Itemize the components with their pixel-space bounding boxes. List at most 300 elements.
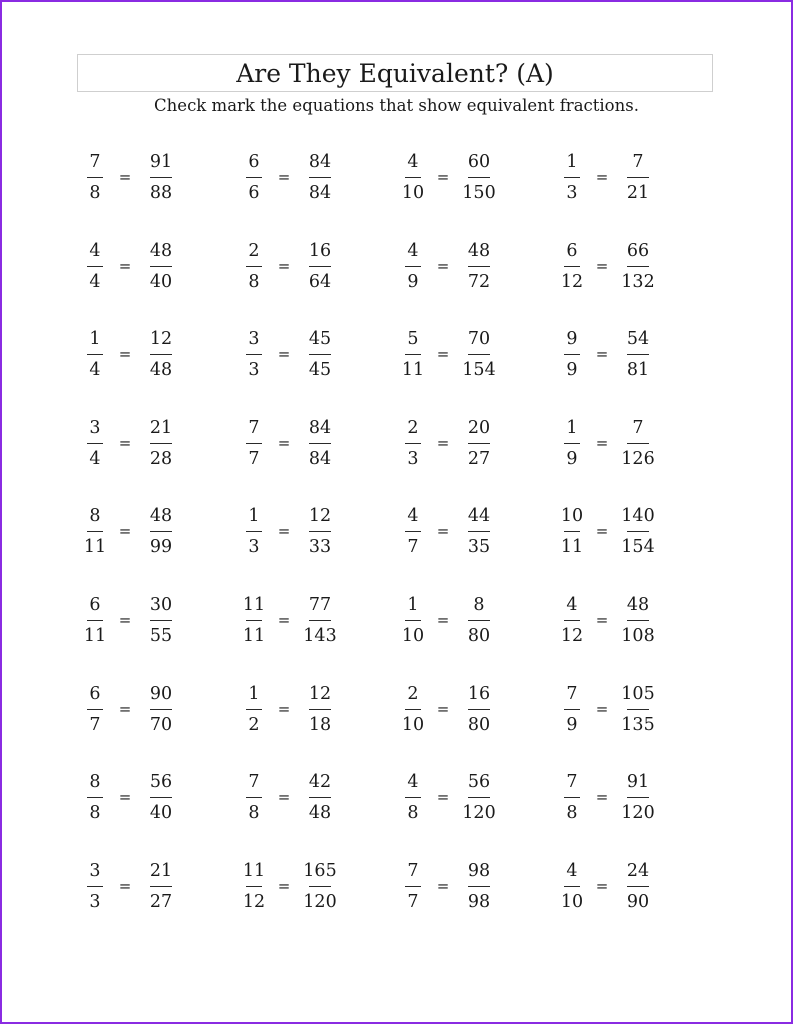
right-denominator: 40	[149, 271, 173, 292]
fraction-bar	[627, 797, 649, 798]
left-numerator: 8	[89, 506, 101, 527]
right-numerator: 77	[308, 595, 332, 615]
right-fraction	[617, 416, 659, 471]
equation-problem[interactable]	[239, 593, 389, 649]
fraction-bar	[405, 620, 421, 621]
fraction-bar	[246, 797, 262, 798]
right-denominator: 154	[462, 360, 496, 381]
right-denominator: 98	[467, 891, 491, 912]
fraction-bar	[564, 266, 580, 267]
left-numerator: 7	[566, 683, 578, 704]
equals-sign: =	[118, 788, 132, 807]
right-fraction	[299, 859, 341, 914]
fraction-bar	[150, 266, 172, 267]
fraction-bar	[627, 531, 649, 532]
equation-problem[interactable]	[239, 859, 389, 915]
fraction-bar	[309, 797, 331, 798]
right-numerator: 54	[626, 329, 650, 350]
equation-problem[interactable]	[557, 327, 707, 383]
equation-problem[interactable]	[80, 150, 230, 206]
right-denominator: 90	[626, 891, 650, 912]
right-numerator: 21	[149, 417, 173, 438]
fraction-bar	[405, 709, 421, 710]
right-fraction	[458, 682, 500, 737]
equals-sign: =	[595, 168, 609, 186]
fraction-bar	[405, 531, 421, 532]
equation-problem[interactable]	[557, 416, 707, 472]
left-numerator: 11	[242, 860, 266, 881]
right-denominator: 108	[621, 626, 655, 646]
equation-problem[interactable]	[398, 593, 548, 649]
equation-problem[interactable]	[239, 770, 389, 826]
left-fraction	[80, 504, 110, 559]
right-numerator: 12	[308, 683, 332, 704]
equation-problem[interactable]	[239, 327, 389, 383]
equation-problem[interactable]	[80, 327, 230, 383]
equals-sign: =	[436, 699, 450, 718]
right-denominator: 81	[626, 360, 650, 381]
left-numerator: 6	[89, 683, 101, 704]
fraction-bar	[309, 443, 331, 444]
right-numerator: 20	[467, 417, 491, 438]
equation-problem[interactable]	[80, 859, 230, 915]
equals-sign: =	[118, 168, 132, 186]
equation-problem[interactable]	[239, 682, 389, 738]
left-denominator: 10	[401, 183, 425, 203]
fraction-bar	[150, 797, 172, 798]
equals-sign: =	[436, 876, 450, 895]
fraction-bar	[627, 620, 649, 621]
equals-sign: =	[436, 168, 450, 186]
left-numerator: 6	[89, 595, 101, 615]
right-denominator: 150	[462, 183, 496, 203]
right-numerator: 91	[149, 152, 173, 172]
left-denominator: 9	[407, 271, 419, 292]
left-numerator: 8	[89, 772, 101, 793]
equals-sign: =	[436, 522, 450, 541]
equation-problem[interactable]	[239, 150, 389, 206]
left-denominator: 7	[407, 891, 419, 912]
left-denominator: 4	[89, 360, 101, 381]
right-numerator: 44	[467, 506, 491, 527]
equation-problem[interactable]	[80, 504, 230, 560]
equation-problem[interactable]	[557, 593, 707, 649]
left-fraction	[80, 239, 110, 294]
equation-problem[interactable]	[557, 239, 707, 295]
right-fraction	[617, 327, 659, 382]
left-numerator: 2	[248, 240, 260, 261]
left-numerator: 1	[248, 506, 260, 527]
equals-sign: =	[277, 345, 291, 364]
right-numerator: 42	[308, 772, 332, 793]
right-fraction	[299, 682, 341, 737]
right-fraction	[458, 416, 500, 471]
instructions: Check mark the equations that show equivalent fractions.	[154, 96, 639, 115]
left-fraction	[557, 239, 587, 294]
right-denominator: 55	[149, 626, 173, 646]
fraction-bar	[564, 620, 580, 621]
equation-problem[interactable]	[80, 682, 230, 738]
right-numerator: 45	[308, 329, 332, 350]
left-denominator: 8	[89, 803, 101, 824]
left-denominator: 9	[566, 360, 578, 381]
left-denominator: 10	[401, 714, 425, 735]
right-numerator: 56	[149, 772, 173, 793]
right-fraction	[617, 682, 659, 737]
fraction-bar	[405, 886, 421, 887]
left-fraction	[557, 416, 587, 471]
right-numerator: 84	[308, 417, 332, 438]
equals-sign: =	[277, 168, 291, 186]
fraction-bar	[246, 620, 262, 621]
right-fraction	[458, 327, 500, 382]
left-numerator: 9	[566, 329, 578, 350]
equals-sign: =	[118, 256, 132, 275]
equation-problem[interactable]	[398, 416, 548, 472]
right-fraction	[140, 770, 182, 825]
right-fraction	[299, 416, 341, 471]
left-numerator: 4	[566, 860, 578, 881]
fraction-bar	[150, 354, 172, 355]
left-numerator: 7	[89, 152, 101, 172]
left-denominator: 3	[248, 537, 260, 558]
right-numerator: 7	[632, 152, 644, 172]
fraction-bar	[405, 177, 421, 178]
right-fraction	[299, 770, 341, 825]
left-fraction	[80, 327, 110, 382]
equation-problem[interactable]	[398, 770, 548, 826]
right-numerator: 12	[308, 506, 332, 527]
right-denominator: 64	[308, 271, 332, 292]
fraction-bar	[627, 886, 649, 887]
right-fraction	[140, 504, 182, 559]
right-denominator: 33	[308, 537, 332, 558]
fraction-bar	[405, 354, 421, 355]
equals-sign: =	[436, 611, 450, 629]
left-denominator: 3	[407, 448, 419, 469]
equals-sign: =	[277, 522, 291, 541]
equals-sign: =	[118, 611, 132, 629]
left-fraction	[557, 859, 587, 914]
equation-problem[interactable]	[239, 504, 389, 560]
left-fraction	[398, 327, 428, 382]
left-fraction	[398, 859, 428, 914]
left-fraction	[239, 416, 269, 471]
left-numerator: 1	[566, 417, 578, 438]
left-fraction	[239, 682, 269, 737]
left-fraction	[398, 770, 428, 825]
fraction-bar	[309, 709, 331, 710]
equals-sign: =	[277, 788, 291, 807]
equation-problem[interactable]	[557, 150, 707, 206]
left-numerator: 1	[407, 595, 419, 615]
right-denominator: 80	[467, 714, 491, 735]
right-fraction	[617, 150, 659, 205]
left-fraction	[398, 504, 428, 559]
left-numerator: 2	[407, 683, 419, 704]
equals-sign: =	[595, 611, 609, 629]
left-fraction	[80, 682, 110, 737]
fraction-bar	[150, 620, 172, 621]
right-numerator: 90	[149, 683, 173, 704]
left-denominator: 11	[83, 537, 107, 558]
right-numerator: 66	[626, 240, 650, 261]
fraction-bar	[405, 266, 421, 267]
right-denominator: 72	[467, 271, 491, 292]
left-denominator: 7	[248, 448, 260, 469]
fraction-bar	[246, 886, 262, 887]
right-fraction	[617, 770, 659, 825]
right-denominator: 143	[303, 626, 337, 646]
fraction-bar	[150, 443, 172, 444]
left-denominator: 4	[89, 448, 101, 469]
left-numerator: 7	[407, 860, 419, 881]
right-denominator: 99	[149, 537, 173, 558]
fraction-bar	[87, 620, 103, 621]
left-numerator: 4	[407, 240, 419, 261]
left-fraction	[398, 682, 428, 737]
right-numerator: 7	[632, 417, 644, 438]
right-fraction	[458, 504, 500, 559]
right-fraction	[458, 239, 500, 294]
fraction-bar	[87, 266, 103, 267]
right-denominator: 120	[462, 803, 496, 824]
left-denominator: 11	[83, 626, 107, 646]
left-numerator: 3	[89, 417, 101, 438]
right-numerator: 70	[467, 329, 491, 350]
left-fraction	[398, 239, 428, 294]
left-denominator: 8	[407, 803, 419, 824]
equation-problem[interactable]	[557, 504, 707, 560]
right-fraction	[299, 150, 341, 205]
right-fraction	[299, 327, 341, 382]
fraction-bar	[150, 177, 172, 178]
right-numerator: 91	[626, 772, 650, 793]
left-numerator: 10	[560, 506, 584, 527]
equation-problem[interactable]	[557, 770, 707, 826]
left-fraction	[80, 770, 110, 825]
fraction-bar	[309, 266, 331, 267]
left-numerator: 4	[407, 152, 419, 172]
right-numerator: 48	[149, 506, 173, 527]
left-denominator: 8	[89, 183, 101, 203]
equals-sign: =	[436, 256, 450, 275]
right-denominator: 35	[467, 537, 491, 558]
equals-sign: =	[118, 433, 132, 452]
right-fraction	[140, 859, 182, 914]
right-fraction	[617, 859, 659, 914]
right-denominator: 80	[467, 626, 491, 646]
left-numerator: 3	[89, 860, 101, 881]
right-fraction	[617, 593, 659, 648]
left-numerator: 1	[89, 329, 101, 350]
fraction-bar	[627, 266, 649, 267]
right-fraction	[140, 239, 182, 294]
right-numerator: 21	[149, 860, 173, 881]
right-fraction	[458, 770, 500, 825]
fraction-bar	[309, 531, 331, 532]
right-numerator: 16	[467, 683, 491, 704]
fraction-bar	[246, 177, 262, 178]
equals-sign: =	[595, 699, 609, 718]
right-fraction	[458, 859, 500, 914]
fraction-bar	[309, 620, 331, 621]
fraction-bar	[564, 531, 580, 532]
fraction-bar	[564, 354, 580, 355]
right-numerator: 84	[308, 152, 332, 172]
fraction-bar	[627, 443, 649, 444]
right-fraction	[299, 504, 341, 559]
equation-problem[interactable]	[80, 593, 230, 649]
right-fraction	[140, 150, 182, 205]
equation-problem[interactable]	[398, 859, 548, 915]
equals-sign: =	[595, 876, 609, 895]
left-denominator: 10	[401, 626, 425, 646]
equation-problem[interactable]	[80, 416, 230, 472]
right-fraction	[617, 504, 659, 559]
fraction-bar	[87, 886, 103, 887]
right-numerator: 60	[467, 152, 491, 172]
equation-problem[interactable]	[557, 682, 707, 738]
right-fraction	[140, 416, 182, 471]
equation-problem[interactable]	[239, 416, 389, 472]
right-numerator: 30	[149, 595, 173, 615]
left-denominator: 4	[89, 271, 101, 292]
left-denominator: 8	[566, 803, 578, 824]
right-numerator: 48	[626, 595, 650, 615]
equation-problem[interactable]	[398, 150, 548, 206]
equation-problem[interactable]	[80, 770, 230, 826]
equals-sign: =	[277, 699, 291, 718]
right-denominator: 120	[621, 803, 655, 824]
equals-sign: =	[118, 345, 132, 364]
left-numerator: 4	[566, 595, 578, 615]
left-numerator: 7	[248, 417, 260, 438]
left-fraction	[80, 859, 110, 914]
right-denominator: 21	[626, 183, 650, 203]
equation-problem[interactable]	[239, 239, 389, 295]
fraction-bar	[627, 709, 649, 710]
equation-problem[interactable]	[398, 327, 548, 383]
fraction-bar	[246, 443, 262, 444]
right-denominator: 154	[621, 537, 655, 558]
equals-sign: =	[595, 433, 609, 452]
equation-problem[interactable]	[398, 682, 548, 738]
left-fraction	[398, 416, 428, 471]
page-title: Are They Equivalent? (A)	[77, 54, 713, 92]
right-numerator: 8	[473, 595, 485, 615]
equals-sign: =	[595, 256, 609, 275]
fraction-bar	[468, 354, 490, 355]
right-denominator: 120	[303, 891, 337, 912]
equation-problem[interactable]	[398, 504, 548, 560]
left-fraction	[557, 150, 587, 205]
fraction-bar	[468, 709, 490, 710]
right-denominator: 27	[467, 448, 491, 469]
fraction-bar	[309, 177, 331, 178]
right-denominator: 45	[308, 360, 332, 381]
fraction-bar	[468, 177, 490, 178]
equals-sign: =	[277, 611, 291, 629]
left-fraction	[239, 593, 269, 648]
fraction-bar	[246, 266, 262, 267]
left-denominator: 9	[566, 448, 578, 469]
fraction-bar	[87, 709, 103, 710]
right-denominator: 84	[308, 448, 332, 469]
left-fraction	[239, 327, 269, 382]
right-fraction	[140, 327, 182, 382]
right-denominator: 88	[149, 183, 173, 203]
left-fraction	[557, 770, 587, 825]
fraction-bar	[468, 531, 490, 532]
right-numerator: 165	[303, 860, 337, 881]
right-numerator: 12	[149, 329, 173, 350]
left-fraction	[557, 327, 587, 382]
fraction-bar	[246, 709, 262, 710]
equals-sign: =	[277, 433, 291, 452]
equation-problem[interactable]	[398, 239, 548, 295]
fraction-bar	[87, 354, 103, 355]
equals-sign: =	[118, 522, 132, 541]
right-denominator: 132	[621, 271, 655, 292]
fraction-bar	[87, 177, 103, 178]
fraction-bar	[309, 886, 331, 887]
left-numerator: 4	[407, 506, 419, 527]
equation-problem[interactable]	[557, 859, 707, 915]
equals-sign: =	[595, 522, 609, 541]
fraction-bar	[87, 443, 103, 444]
left-numerator: 4	[407, 772, 419, 793]
left-fraction	[80, 416, 110, 471]
left-numerator: 7	[248, 772, 260, 793]
left-numerator: 6	[248, 152, 260, 172]
right-numerator: 98	[467, 860, 491, 881]
left-fraction	[398, 150, 428, 205]
left-numerator: 4	[89, 240, 101, 261]
right-denominator: 40	[149, 803, 173, 824]
left-numerator: 1	[248, 683, 260, 704]
right-numerator: 24	[626, 860, 650, 881]
left-numerator: 3	[248, 329, 260, 350]
left-denominator: 12	[242, 891, 266, 912]
right-numerator: 105	[621, 683, 655, 704]
equals-sign: =	[118, 699, 132, 718]
right-denominator: 48	[149, 360, 173, 381]
equation-problem[interactable]	[80, 239, 230, 295]
left-numerator: 11	[242, 595, 266, 615]
left-fraction	[557, 593, 587, 648]
left-denominator: 7	[407, 537, 419, 558]
right-fraction	[140, 593, 182, 648]
right-fraction	[140, 682, 182, 737]
fraction-bar	[468, 266, 490, 267]
right-numerator: 140	[621, 506, 655, 527]
right-denominator: 27	[149, 891, 173, 912]
left-denominator: 11	[560, 537, 584, 558]
fraction-bar	[150, 886, 172, 887]
fraction-bar	[309, 354, 331, 355]
left-denominator: 3	[89, 891, 101, 912]
right-fraction	[458, 593, 500, 648]
right-fraction	[299, 593, 341, 648]
left-fraction	[80, 150, 110, 205]
left-numerator: 2	[407, 417, 419, 438]
fraction-bar	[468, 620, 490, 621]
fraction-bar	[246, 531, 262, 532]
fraction-bar	[246, 354, 262, 355]
right-fraction	[299, 239, 341, 294]
left-denominator: 7	[89, 714, 101, 735]
